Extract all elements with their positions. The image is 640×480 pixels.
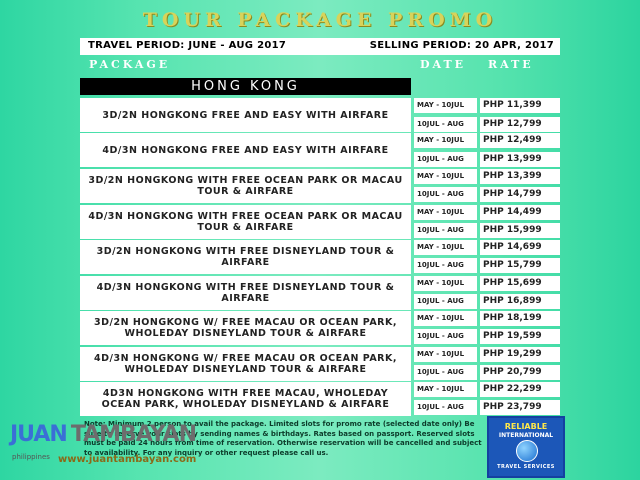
package-row <box>80 347 411 381</box>
date-cell <box>414 311 477 326</box>
watermark-brand <box>10 422 196 447</box>
rate-cell <box>480 311 560 326</box>
package-name: 4D/3N HONGKONG W/ FREE MACAU OR OCEAN PARK, WHOLEDAY DISNEYLAND TOUR & AIRFARE <box>94 353 397 375</box>
date-range: 10JUL - AUG <box>417 155 464 163</box>
rate-cell <box>480 98 560 113</box>
package-row <box>80 133 411 167</box>
date-cell <box>414 98 477 113</box>
date-range: MAY - 10JUL <box>417 136 465 144</box>
rate-cell <box>480 365 560 380</box>
date-range: 10JUL - AUG <box>417 120 464 128</box>
brand-part-a: JUAN <box>10 422 67 447</box>
destination-title: HONG KONG <box>191 79 300 94</box>
badge-line-3: TRAVEL SERVICES <box>497 464 555 470</box>
rate-value: PHP 11,399 <box>483 100 542 110</box>
promo-note: Note: Minimum 2 person to avail the package. Limited slots for promo rate (selected date only) Be sure to reserve your slots by sending names & birthdays. Rates based on passport. Reserved slots must be paid 24 hours from time of reservation. Otherwise reservation will be cancelled and subject to availability. For any inquiry or other request please call us. <box>84 420 482 457</box>
rate-value: PHP 14,699 <box>483 242 542 252</box>
rate-value: PHP 19,599 <box>483 331 542 341</box>
date-cell <box>414 117 477 132</box>
date-range: 10JUL - AUG <box>417 403 464 411</box>
date-range: MAY - 10JUL <box>417 314 465 322</box>
rate-value: PHP 14,799 <box>483 189 542 199</box>
rate-header: RATE <box>488 58 534 71</box>
rate-value: PHP 22,299 <box>483 384 542 394</box>
date-cell <box>414 276 477 291</box>
package-row <box>80 98 411 132</box>
package-row <box>80 169 411 203</box>
date-range: MAY - 10JUL <box>417 385 465 393</box>
package-row <box>80 382 411 416</box>
rate-cell <box>480 276 560 291</box>
rate-value: PHP 15,699 <box>483 278 542 288</box>
badge-line-2: INTERNATIONAL <box>498 432 554 439</box>
rate-cell <box>480 152 560 167</box>
package-name: 3D/2N HONGKONG WITH FREE DISNEYLAND TOUR & AIRFARE <box>96 246 395 268</box>
rate-value: PHP 13,399 <box>483 171 542 181</box>
date-range: MAY - 10JUL <box>417 279 465 287</box>
rate-cell <box>480 329 560 344</box>
date-cell <box>414 187 477 202</box>
rate-value: PHP 13,999 <box>483 154 542 164</box>
date-range: 10JUL - AUG <box>417 226 464 234</box>
rate-value: PHP 16,899 <box>483 296 542 306</box>
date-range: MAY - 10JUL <box>417 350 465 358</box>
package-name: 4D/3N HONGKONG FREE AND EASY WITH AIRFARE <box>102 144 389 156</box>
rate-cell <box>480 223 560 238</box>
rate-value: PHP 19,299 <box>483 349 542 359</box>
package-name: 3D/2N HONGKONG FREE AND EASY WITH AIRFARE <box>102 109 389 121</box>
date-cell <box>414 240 477 255</box>
rate-value: PHP 14,499 <box>483 207 542 217</box>
rate-cell <box>480 258 560 273</box>
rate-cell <box>480 382 560 397</box>
agency-badge <box>487 416 565 478</box>
package-row <box>80 240 411 274</box>
watermark-url: www.juantambayan.com <box>58 454 197 465</box>
rate-cell <box>480 294 560 309</box>
date-range: 10JUL - AUG <box>417 190 464 198</box>
date-range: MAY - 10JUL <box>417 243 465 251</box>
date-range: 10JUL - AUG <box>417 297 464 305</box>
watermark-logo <box>10 420 197 480</box>
rate-cell <box>480 187 560 202</box>
rate-cell <box>480 400 560 415</box>
date-cell <box>414 400 477 415</box>
rate-cell <box>480 347 560 362</box>
rate-value: PHP 15,999 <box>483 225 542 235</box>
date-range: MAY - 10JUL <box>417 172 465 180</box>
date-range: MAY - 10JUL <box>417 208 465 216</box>
badge-line-1: RELIABLE <box>504 422 548 431</box>
package-name: 4D3N HONGKONG WITH FREE MACAU, WHOLEDAY OCEAN PARK, WHOLEDAY DISNEYLAND & AIRFARE <box>101 388 390 410</box>
package-row <box>80 276 411 310</box>
date-cell <box>414 152 477 167</box>
date-cell <box>414 133 477 148</box>
rate-value: PHP 12,499 <box>483 135 542 145</box>
period-bar <box>80 38 560 55</box>
rate-cell <box>480 133 560 148</box>
package-header: PACKAGE <box>89 58 171 71</box>
flyer-title: TOUR PACKAGE PROMO <box>142 9 498 31</box>
globe-icon <box>516 440 538 462</box>
date-cell <box>414 258 477 273</box>
package-name: 4D/3N HONGKONG WITH FREE OCEAN PARK OR MACAU TOUR & AIRFARE <box>88 211 403 233</box>
package-name: 3D/2N HONGKONG W/ FREE MACAU OR OCEAN PARK, WHOLEDAY DISNEYLAND TOUR & AIRFARE <box>94 317 397 339</box>
date-cell <box>414 223 477 238</box>
date-cell <box>414 365 477 380</box>
destination-bar <box>80 78 411 95</box>
date-cell <box>414 382 477 397</box>
rate-value: PHP 15,799 <box>483 260 542 270</box>
rate-value: PHP 23,799 <box>483 402 542 412</box>
date-cell <box>414 329 477 344</box>
rate-cell <box>480 205 560 220</box>
rate-cell <box>480 117 560 132</box>
package-name: 3D/2N HONGKONG WITH FREE OCEAN PARK OR MACAU TOUR & AIRFARE <box>88 175 403 197</box>
rate-cell <box>480 240 560 255</box>
date-cell <box>414 169 477 184</box>
date-header: DATE <box>420 58 467 71</box>
package-row <box>80 311 411 345</box>
selling-period: SELLING PERIOD: 20 APR, 2017 <box>369 40 554 51</box>
travel-period: TRAVEL PERIOD: JUNE - AUG 2017 <box>88 40 287 51</box>
rate-cell <box>480 169 560 184</box>
brand-part-b: TAMBAYAN <box>70 422 196 447</box>
rate-value: PHP 20,799 <box>483 367 542 377</box>
date-cell <box>414 205 477 220</box>
date-range: 10JUL - AUG <box>417 261 464 269</box>
date-cell <box>414 347 477 362</box>
date-range: 10JUL - AUG <box>417 332 464 340</box>
package-row <box>80 205 411 239</box>
date-range: 10JUL - AUG <box>417 368 464 376</box>
package-name: 4D/3N HONGKONG WITH FREE DISNEYLAND TOUR & AIRFARE <box>96 282 395 304</box>
rate-value: PHP 12,799 <box>483 119 542 129</box>
watermark-country: philippines <box>12 453 50 461</box>
date-range: MAY - 10JUL <box>417 101 465 109</box>
date-cell <box>414 294 477 309</box>
rate-value: PHP 18,199 <box>483 313 542 323</box>
